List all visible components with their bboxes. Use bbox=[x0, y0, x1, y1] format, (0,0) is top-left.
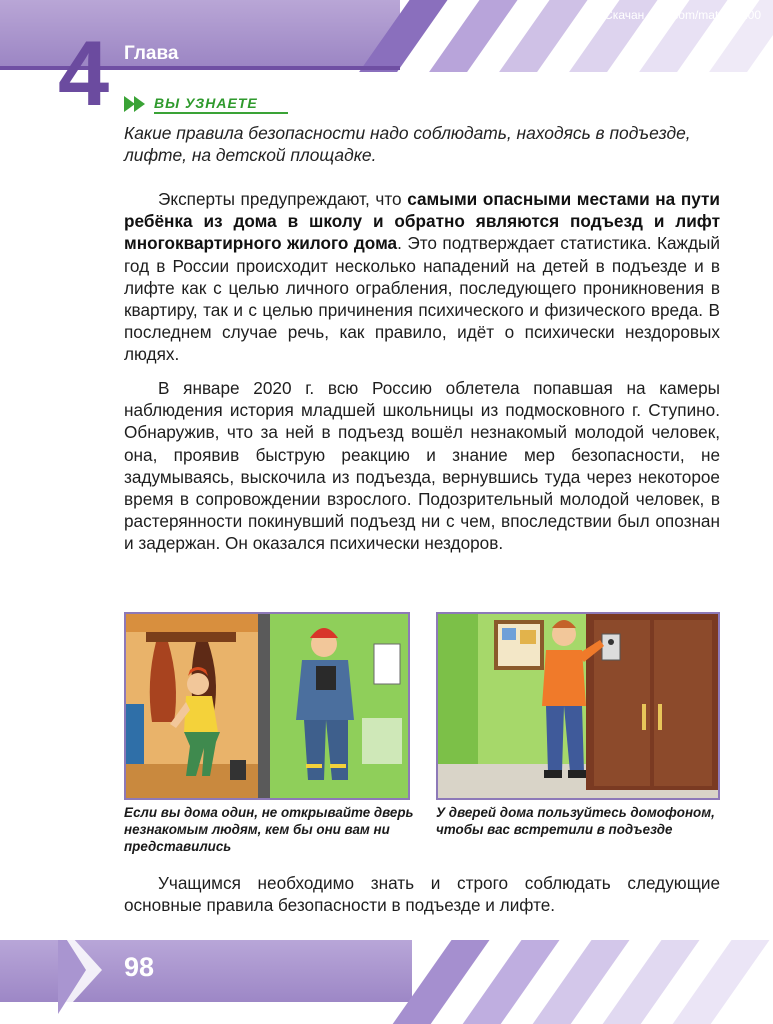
paragraph-1 bbox=[124, 188, 720, 366]
paragraph-3 bbox=[124, 872, 720, 916]
paragraph-1-bold: самыми опасными местами на пути ребёнка из дома в школу и обратно являются подъезд и лифт многоквартирного жилого дома bbox=[124, 189, 720, 254]
watermark: Скачан с vk.com/material100 bbox=[604, 8, 761, 22]
double-arrow-icon bbox=[124, 96, 144, 112]
caption-2: У дверей дома пользуйтесь домофоном, чтобы вас встретили в подъезде bbox=[436, 805, 715, 837]
chapter-label: Глава bbox=[124, 43, 179, 64]
learn-heading bbox=[124, 92, 288, 116]
learn-title: ВЫ УЗНАЕТЕ bbox=[154, 95, 288, 114]
paragraph-2-text: В январе 2020 г. всю Россию облетела попавшая на камеры наблюдения история младшей школьницы из подмосковного г. Ступино. Обнаружив, что за ней в подъезд вошёл незнакомый молодой человек, она, проявив быструю реакцию и знание мер безопасности, не задумываясь, выскочила из подъезда, вернувшись туда через некоторое время в сопровождении взрослого. Подозрительный молодой человек, в растерянности покинувший подъезд ни с чем, впоследствии был опознан и задержан. Он оказался психически нездоров. bbox=[124, 378, 720, 554]
paragraph-1-end: . Это подтверждает статистика. Каждый год в России происходит несколько нападений на детей в подъезде и в лифте как с целью личного ограбления, последующего проникновения в квартиру, так и с целью причинения психического и физического вреда. В последнем случае речь, как правило, идёт о психически нездоровых людях. bbox=[124, 233, 720, 365]
paragraph-2 bbox=[124, 377, 720, 555]
illustration-intercom-door bbox=[436, 612, 720, 800]
caption-1: Если вы дома один, не открывайте дверь незнакомым людям, кем бы они вам ни представились bbox=[124, 805, 414, 854]
page-number: 98 bbox=[124, 952, 155, 982]
illustration-stranger-at-door bbox=[124, 612, 410, 800]
paragraph-3-text: Учащимся необходимо знать и строго соблюдать следующие основные правила безопасности в подъезде и лифте. bbox=[124, 873, 720, 916]
learn-intro: Какие правила безопасности надо соблюдать, находясь в подъезде, лифте, на детской площадке. bbox=[124, 123, 691, 165]
chevron-cut-shape bbox=[58, 940, 86, 1014]
chapter-number: 4 bbox=[58, 23, 108, 125]
paragraph-1-start: Эксперты предупреждают, что bbox=[158, 189, 408, 209]
footer-band bbox=[0, 940, 773, 1024]
header-band bbox=[0, 0, 773, 72]
